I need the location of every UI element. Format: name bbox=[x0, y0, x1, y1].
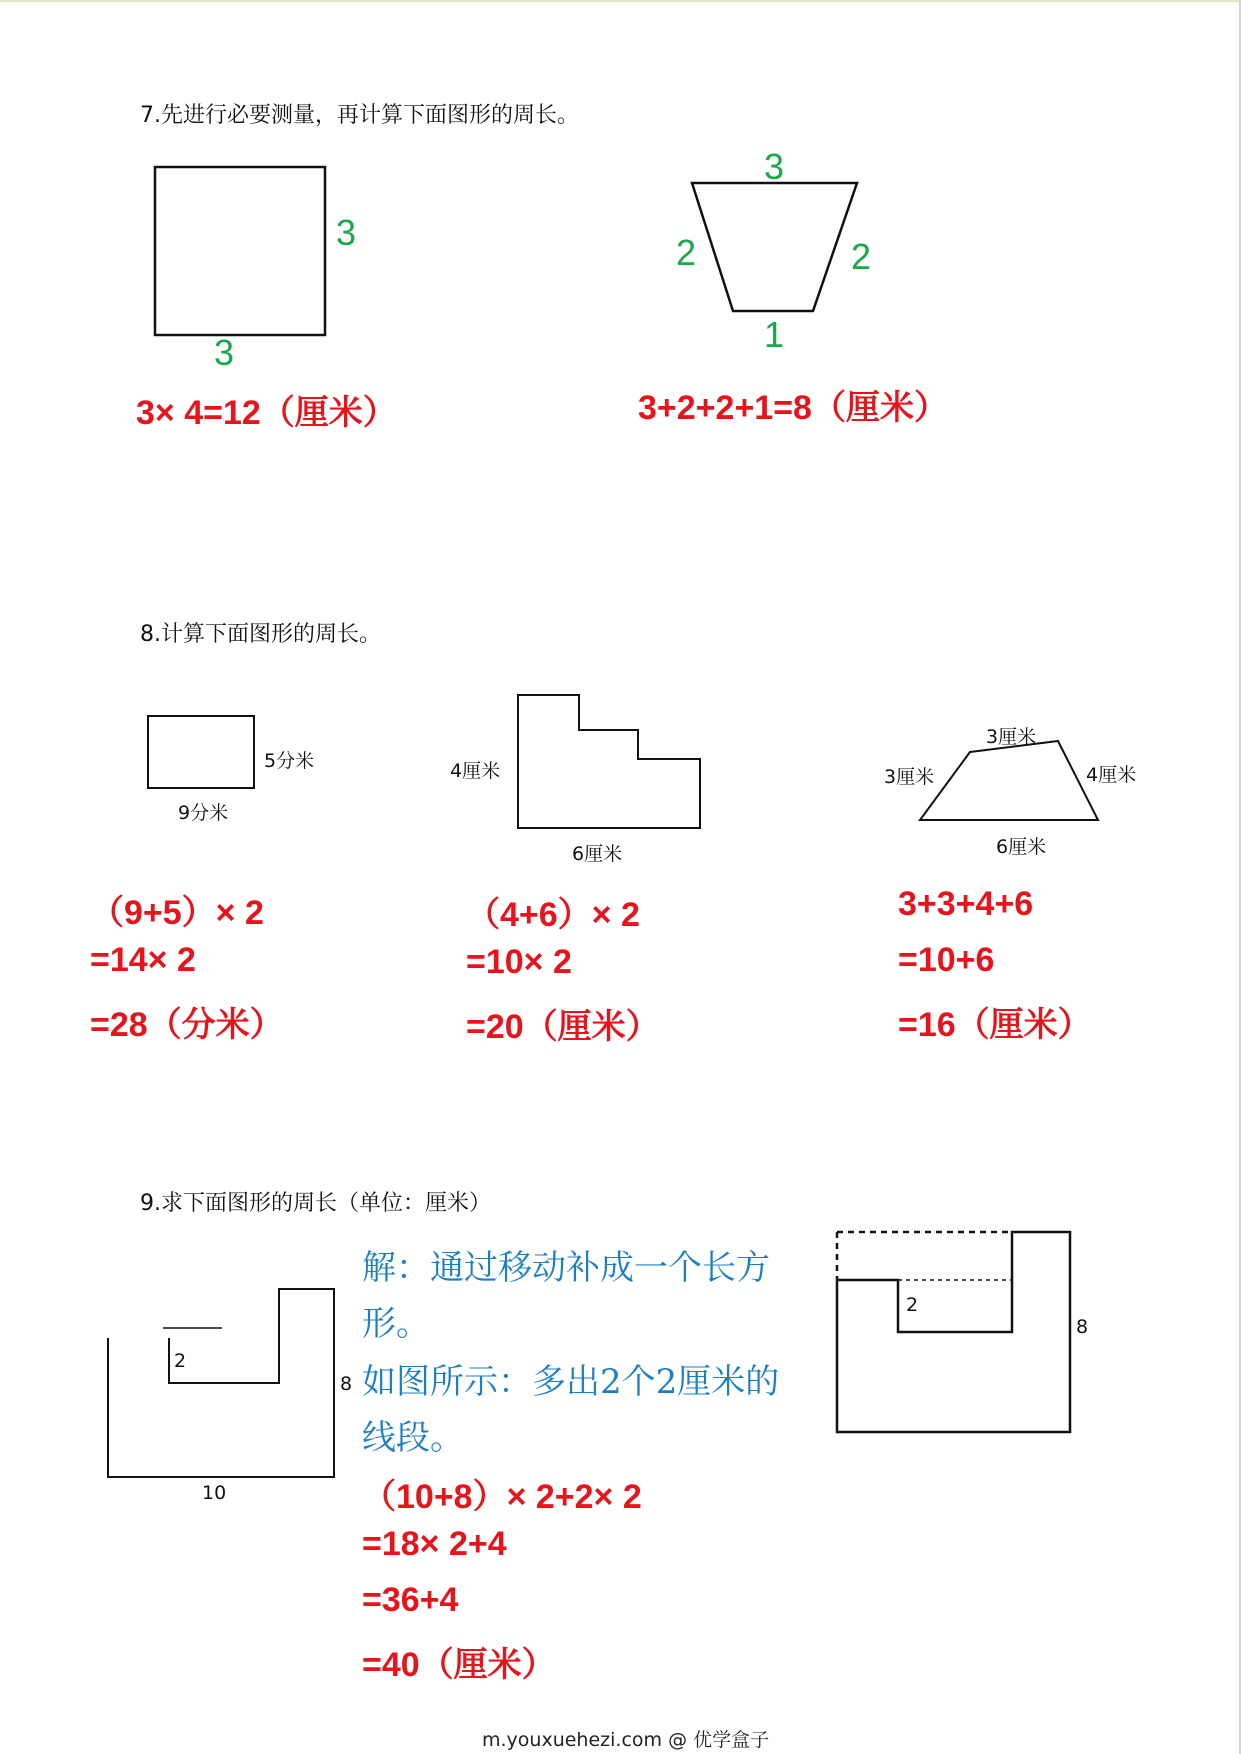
q9-step-3: =36+4 bbox=[362, 1581, 459, 1619]
q8-rect-side-label: 5分米 bbox=[264, 750, 315, 772]
q8-title: 8.计算下面图形的周长。 bbox=[140, 622, 381, 647]
q7-trap-top-label: 3 bbox=[764, 146, 785, 187]
q7-trap-answer: 3+2+2+1=8（厘米） bbox=[638, 389, 948, 427]
q9-left-inner-label: 2 bbox=[174, 1350, 187, 1372]
q8-stair-bottom-label: 6厘米 bbox=[572, 843, 623, 865]
q7-trap-left-label: 2 bbox=[676, 232, 697, 273]
q7-square-answer: 3× 4=12（厘米） bbox=[136, 394, 397, 432]
q8-stair-side-label: 4厘米 bbox=[450, 760, 501, 782]
q7-trapezoid-shape bbox=[692, 183, 857, 311]
q8-stair-shape bbox=[518, 695, 700, 828]
q9-title: 9.求下面图形的周长（单位：厘米） bbox=[140, 1191, 491, 1216]
q8-stair-step-3: =20（厘米） bbox=[466, 1008, 660, 1046]
q7-trap-right-label: 2 bbox=[851, 236, 872, 277]
q8-rect-bottom-label: 9分米 bbox=[178, 802, 229, 824]
q9-step-2: =18× 2+4 bbox=[362, 1525, 507, 1563]
q8-rect-shape bbox=[148, 716, 254, 788]
q8-trap-step-1: 3+3+4+6 bbox=[898, 885, 1034, 923]
q9-right-inner-label: 2 bbox=[906, 1294, 919, 1316]
q9-step-4: =40（厘米） bbox=[362, 1646, 556, 1684]
q9-explain-line-3: 如图所示：多出2个2厘米的 bbox=[362, 1362, 780, 1402]
q9-left-bottom-label: 10 bbox=[202, 1482, 227, 1504]
q9-right-shape bbox=[837, 1232, 1070, 1432]
q7-trap-bottom-label: 1 bbox=[764, 314, 785, 355]
q8-rect-step-1: （9+5）× 2 bbox=[90, 894, 264, 932]
q7-title: 7.先进行必要测量，再计算下面图形的周长。 bbox=[140, 103, 579, 128]
q8-trap-bottom-label: 6厘米 bbox=[996, 836, 1047, 858]
q7-square-shape bbox=[155, 167, 325, 335]
q9-explain-line-1: 解：通过移动补成一个长方 bbox=[362, 1248, 770, 1288]
footer-watermark: m.youxuehezi.com @ 优学盒子 bbox=[482, 1729, 770, 1751]
q8-trap-step-3: =16（厘米） bbox=[898, 1006, 1092, 1044]
q8-stair-step-2: =10× 2 bbox=[466, 943, 572, 981]
q9-explain-line-4: 线段。 bbox=[362, 1418, 464, 1458]
q8-trap-top-label: 3厘米 bbox=[986, 726, 1037, 748]
q9-left-shape bbox=[108, 1289, 334, 1477]
q8-rect-step-2: =14× 2 bbox=[90, 941, 196, 979]
q7-square-side-label: 3 bbox=[336, 212, 357, 253]
q9-explain-line-2: 形。 bbox=[362, 1304, 430, 1344]
q8-trapezoid-shape bbox=[920, 741, 1098, 820]
q9-left-side-label: 8 bbox=[340, 1373, 353, 1395]
q8-trap-left-label: 3厘米 bbox=[884, 766, 935, 788]
q9-right-side-label: 8 bbox=[1076, 1316, 1089, 1338]
q8-trap-step-2: =10+6 bbox=[898, 941, 995, 979]
q9-step-1: （10+8）× 2+2× 2 bbox=[362, 1478, 642, 1516]
q8-trap-right-label: 4厘米 bbox=[1086, 764, 1137, 786]
q8-stair-step-1: （4+6）× 2 bbox=[466, 896, 640, 934]
q8-rect-step-3: =28（分米） bbox=[90, 1006, 284, 1044]
q7-square-bottom-label: 3 bbox=[214, 332, 235, 373]
